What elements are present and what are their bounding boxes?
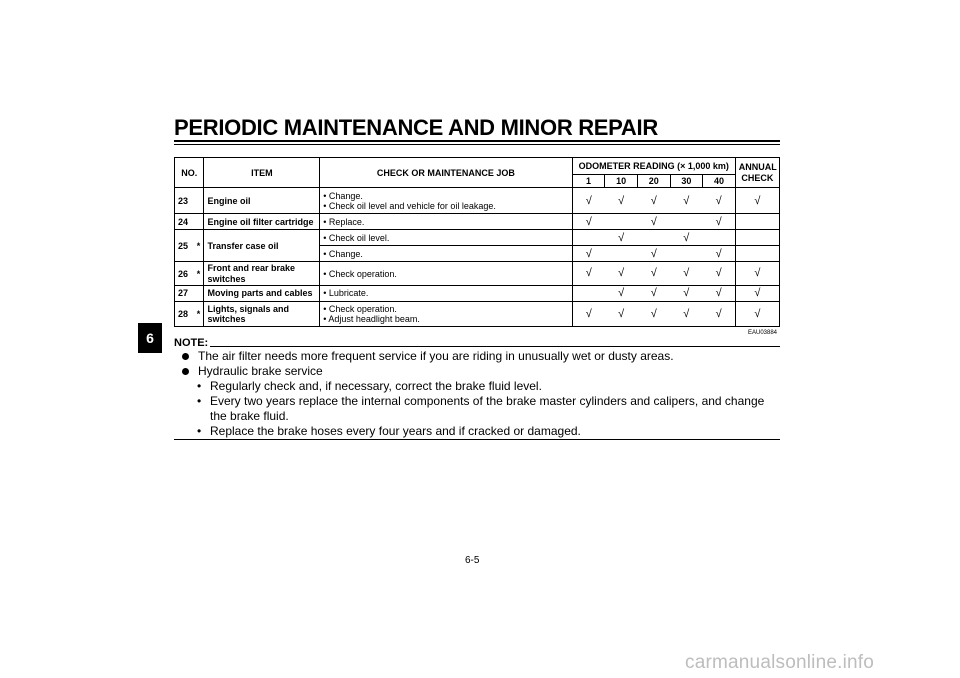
check-mark: √ (715, 194, 722, 207)
check-mark: √ (754, 194, 761, 207)
check-cell (572, 286, 605, 302)
note-rule (210, 346, 780, 347)
check-cell (572, 262, 605, 286)
check-mark: √ (650, 307, 657, 320)
cell-job (320, 230, 573, 246)
bullet-icon (182, 368, 189, 375)
header-odo-col: 40 (703, 175, 736, 188)
header-item: ITEM (204, 158, 320, 188)
check-mark: √ (585, 307, 592, 320)
job-line: • Change. (323, 249, 569, 259)
header-rule (174, 140, 780, 142)
table-row (175, 262, 780, 286)
note-item (182, 364, 780, 379)
job-line: • Check operation. (323, 304, 569, 314)
check-cell (670, 214, 703, 230)
check-mark: √ (618, 231, 625, 244)
check-cell (670, 262, 703, 286)
check-mark: √ (650, 247, 657, 260)
header-no: NO. (175, 158, 204, 188)
cell-star: * (193, 230, 204, 262)
check-cell (703, 246, 736, 262)
header-odo-col: 1 (572, 175, 605, 188)
cell-job (320, 286, 573, 302)
check-mark: √ (754, 307, 761, 320)
check-cell (605, 302, 638, 327)
check-mark: √ (754, 267, 761, 280)
check-cell (703, 214, 736, 230)
job-line: • Lubricate. (323, 288, 569, 298)
header-odo-col: 10 (605, 175, 638, 188)
check-cell (735, 286, 779, 302)
note-subitem-text: Replace the brake hoses every four years and if cracked or damaged. (210, 424, 581, 438)
header-odo-col: 20 (637, 175, 670, 188)
check-cell (572, 246, 605, 262)
cell-job (320, 188, 573, 214)
check-cell (572, 188, 605, 214)
cell-item: Transfer case oil (204, 230, 320, 262)
check-mark: √ (715, 267, 722, 280)
table-body (175, 188, 780, 327)
reference-code: EAU03884 (748, 330, 778, 336)
check-mark: √ (650, 215, 657, 228)
note-subitem (182, 394, 780, 424)
check-cell (605, 214, 638, 230)
cell-no: 25 (175, 230, 194, 262)
check-cell (637, 214, 670, 230)
page-number: 6-5 (465, 555, 480, 566)
check-mark: √ (683, 307, 690, 320)
check-mark: √ (618, 267, 625, 280)
cell-no: 23 (175, 188, 194, 214)
check-cell (703, 188, 736, 214)
header-rule-thin (174, 144, 780, 145)
header-odometer: ODOMETER READING (× 1,000 km) (572, 158, 735, 175)
table-row (175, 214, 780, 230)
check-mark: √ (683, 231, 690, 244)
check-mark: √ (618, 307, 625, 320)
cell-star (193, 286, 204, 302)
check-cell (637, 230, 670, 246)
cell-star (193, 214, 204, 230)
check-cell (735, 214, 779, 230)
check-cell (637, 302, 670, 327)
note-item-text: The air filter needs more frequent service if you are riding in unusually wet or dusty areas. (198, 349, 674, 363)
check-mark: √ (715, 287, 722, 300)
cell-item: Engine oil (204, 188, 320, 214)
check-mark: √ (683, 287, 690, 300)
check-cell (605, 262, 638, 286)
table-row (175, 302, 780, 327)
cell-star: * (193, 262, 204, 286)
job-line: • Check oil level and vehicle for oil leakage. (323, 201, 569, 211)
note-subitem (182, 379, 780, 394)
check-cell (735, 230, 779, 246)
cell-no: 28 (175, 302, 194, 327)
cell-item: Lights, signals and switches (204, 302, 320, 327)
cell-star: * (193, 302, 204, 327)
check-mark: √ (585, 194, 592, 207)
cell-no: 24 (175, 214, 194, 230)
check-mark: √ (715, 307, 722, 320)
note-label: NOTE: (174, 337, 209, 349)
note-item-text: Hydraulic brake service (198, 364, 323, 378)
check-cell (703, 230, 736, 246)
bullet-icon (182, 353, 189, 360)
check-cell (572, 230, 605, 246)
sub-bullet-icon: • (197, 394, 202, 408)
cell-job (320, 262, 573, 286)
job-line: • Check oil level. (323, 233, 569, 243)
cell-no: 26 (175, 262, 194, 286)
check-cell (637, 286, 670, 302)
check-cell (572, 214, 605, 230)
note-subitem-text: Regularly check and, if necessary, correct the brake fluid level. (210, 379, 542, 393)
check-cell (670, 188, 703, 214)
note-list (182, 349, 780, 439)
cell-star (193, 188, 204, 214)
header-odo-col: 30 (670, 175, 703, 188)
check-mark: √ (650, 194, 657, 207)
table-row (175, 188, 780, 214)
check-cell (735, 262, 779, 286)
watermark: carmanualsonline.info (685, 652, 875, 673)
check-cell (637, 188, 670, 214)
cell-item: Front and rear brake switches (204, 262, 320, 286)
note-subitem (182, 424, 780, 439)
note-item (182, 349, 780, 364)
check-mark: √ (618, 194, 625, 207)
check-mark: √ (618, 287, 625, 300)
check-mark: √ (650, 267, 657, 280)
header-job: CHECK OR MAINTENANCE JOB (320, 158, 573, 188)
cell-item: Moving parts and cables (204, 286, 320, 302)
check-cell (605, 286, 638, 302)
check-mark: √ (715, 247, 722, 260)
job-line: • Check operation. (323, 269, 569, 279)
table-row (175, 230, 780, 246)
job-line: • Change. (323, 191, 569, 201)
check-cell (735, 302, 779, 327)
check-cell (670, 230, 703, 246)
chapter-tab: 6 (138, 323, 162, 353)
check-cell (605, 230, 638, 246)
maintenance-table (174, 157, 780, 327)
job-line: • Replace. (323, 217, 569, 227)
cell-no: 27 (175, 286, 194, 302)
note-bottom-rule (174, 439, 780, 440)
check-cell (670, 246, 703, 262)
cell-job (320, 214, 573, 230)
check-cell (637, 262, 670, 286)
header-annual: ANNUAL CHECK (735, 158, 779, 188)
sub-bullet-icon: • (197, 379, 202, 393)
sub-bullet-icon: • (197, 424, 202, 438)
check-mark: √ (754, 287, 761, 300)
cell-item: Engine oil filter cartridge (204, 214, 320, 230)
check-mark: √ (585, 267, 592, 280)
check-cell (735, 246, 779, 262)
job-line: • Adjust headlight beam. (323, 314, 569, 324)
cell-job (320, 302, 573, 327)
check-cell (605, 246, 638, 262)
check-mark: √ (585, 247, 592, 260)
check-mark: √ (715, 215, 722, 228)
check-cell (703, 302, 736, 327)
check-cell (703, 262, 736, 286)
check-cell (572, 302, 605, 327)
check-cell (670, 302, 703, 327)
check-cell (735, 188, 779, 214)
check-cell (703, 286, 736, 302)
check-cell (670, 286, 703, 302)
check-mark: √ (650, 287, 657, 300)
page-title: PERIODIC MAINTENANCE AND MINOR REPAIR (174, 115, 658, 140)
note-subitem-text: Every two years replace the internal components of the brake master cylinders and calipers, and change the brake fluid. (210, 394, 765, 423)
check-cell (637, 246, 670, 262)
check-mark: √ (683, 267, 690, 280)
check-cell (605, 188, 638, 214)
table-row (175, 286, 780, 302)
check-mark: √ (683, 194, 690, 207)
cell-job (320, 246, 573, 262)
check-mark: √ (585, 215, 592, 228)
